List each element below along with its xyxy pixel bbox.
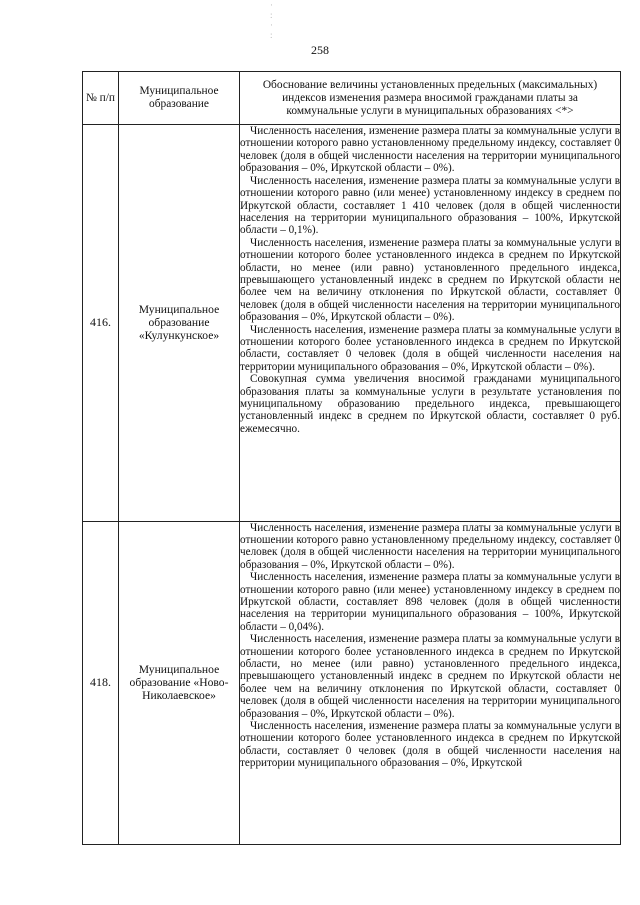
table-row [83,521,621,844]
page-number: 258 [311,43,329,57]
justification-paragraph: Численность населения, изменение размера платы за коммунальные услуги в отношении которого равно установленному предельному индексу, составляет 0 человек (доля в общей численности населения на территории муниципального образования – 0%, Иркутской области – 0%). [240,125,620,175]
justification-table [82,71,621,845]
justification-text [240,125,621,522]
justification-text [240,521,621,844]
scan-fold-marks: · : · : [270,0,273,40]
justification-paragraph: Численность населения, изменение размера платы за коммунальные услуги в отношении которого более установленного индекса в среднем по Иркутской области, составляет 0 человек (доля в общей численности населения на территории муниципального образования – 0%, Иркутской области – 0%). [240,323,620,373]
header-justification: Обоснование величины установленных предельных (максимальных) индексов изменения размера вносимой гражданами платы за коммунальные услуги в муниципальных образованиях <*> [240,72,621,125]
row-number: 418. [83,521,119,844]
table-header-row [83,72,621,125]
justification-paragraph: Численность населения, изменение размера платы за коммунальные услуги в отношении которого равно (или менее) установленному индексу в среднем по Иркутской области, составляет 898 человек (доля в общей численности населения на территории муниципального образования – 100%, Иркутской области – 0,04%). [240,571,620,633]
justification-paragraph: Численность населения, изменение размера платы за коммунальные услуги в отношении которого более установленного индекса в среднем по Иркутской области, но менее (или равно) установленного предельного индекса, превышающего установленный индекс в среднем по Иркутской области не более чем на величину отклонения по Иркутской области, составляет 0 человек (доля в общей численности населения на территории муниципального образования – 0%, Иркутской области – 0%). [240,633,620,720]
justification-paragraph: Совокупная сумма увеличения вносимой гражданами муниципального образования платы за коммунальные услуги в результате установления по муниципальному образованию предельного индекса, превышающего установленный индекс в среднем по Иркутской области, составляет 0 руб. ежемесячно. [240,373,620,435]
justification-paragraph: Численность населения, изменение размера платы за коммунальные услуги в отношении которого равно установленному предельному индексу, составляет 0 человек (доля в общей численности населения на территории муниципального образования – 0%, Иркутской области – 0%). [240,521,620,571]
table-row [83,125,621,522]
justification-paragraph: Численность населения, изменение размера платы за коммунальные услуги в отношении которого более установленного индекса в среднем по Иркутской области, составляет 0 человек (доля в общей численности населения на территории муниципального образования – 0%, Иркутской [240,720,620,770]
justification-paragraph: Численность населения, изменение размера платы за коммунальные услуги в отношении которого более установленного индекса в среднем по Иркутской области, но менее (или равно) установленного предельного индекса, превышающего установленный индекс в среднем по Иркутской области не более чем на величину отклонения по Иркутской области, составляет 0 человек (доля в общей численности населения на территории муниципального образования – 0%, Иркутской области – 0%). [240,236,620,324]
justification-paragraph: Численность населения, изменение размера платы за коммунальные услуги в отношении которого равно (или менее) установленному индексу в среднем по Иркутской области, составляет 1 410 человек (доля в общей численности населения на территории муниципального образования – 100%, Иркутской области – 0,1%). [240,174,620,237]
row-number: 416. [83,125,119,522]
header-num: № п/п [83,72,119,125]
municipality-name: Муниципальное образование «Ново-Николаевское» [119,521,240,844]
municipality-name: Муниципальное образование «Кулункунское» [119,125,240,522]
header-municipality: Муниципальное образование [119,72,240,125]
